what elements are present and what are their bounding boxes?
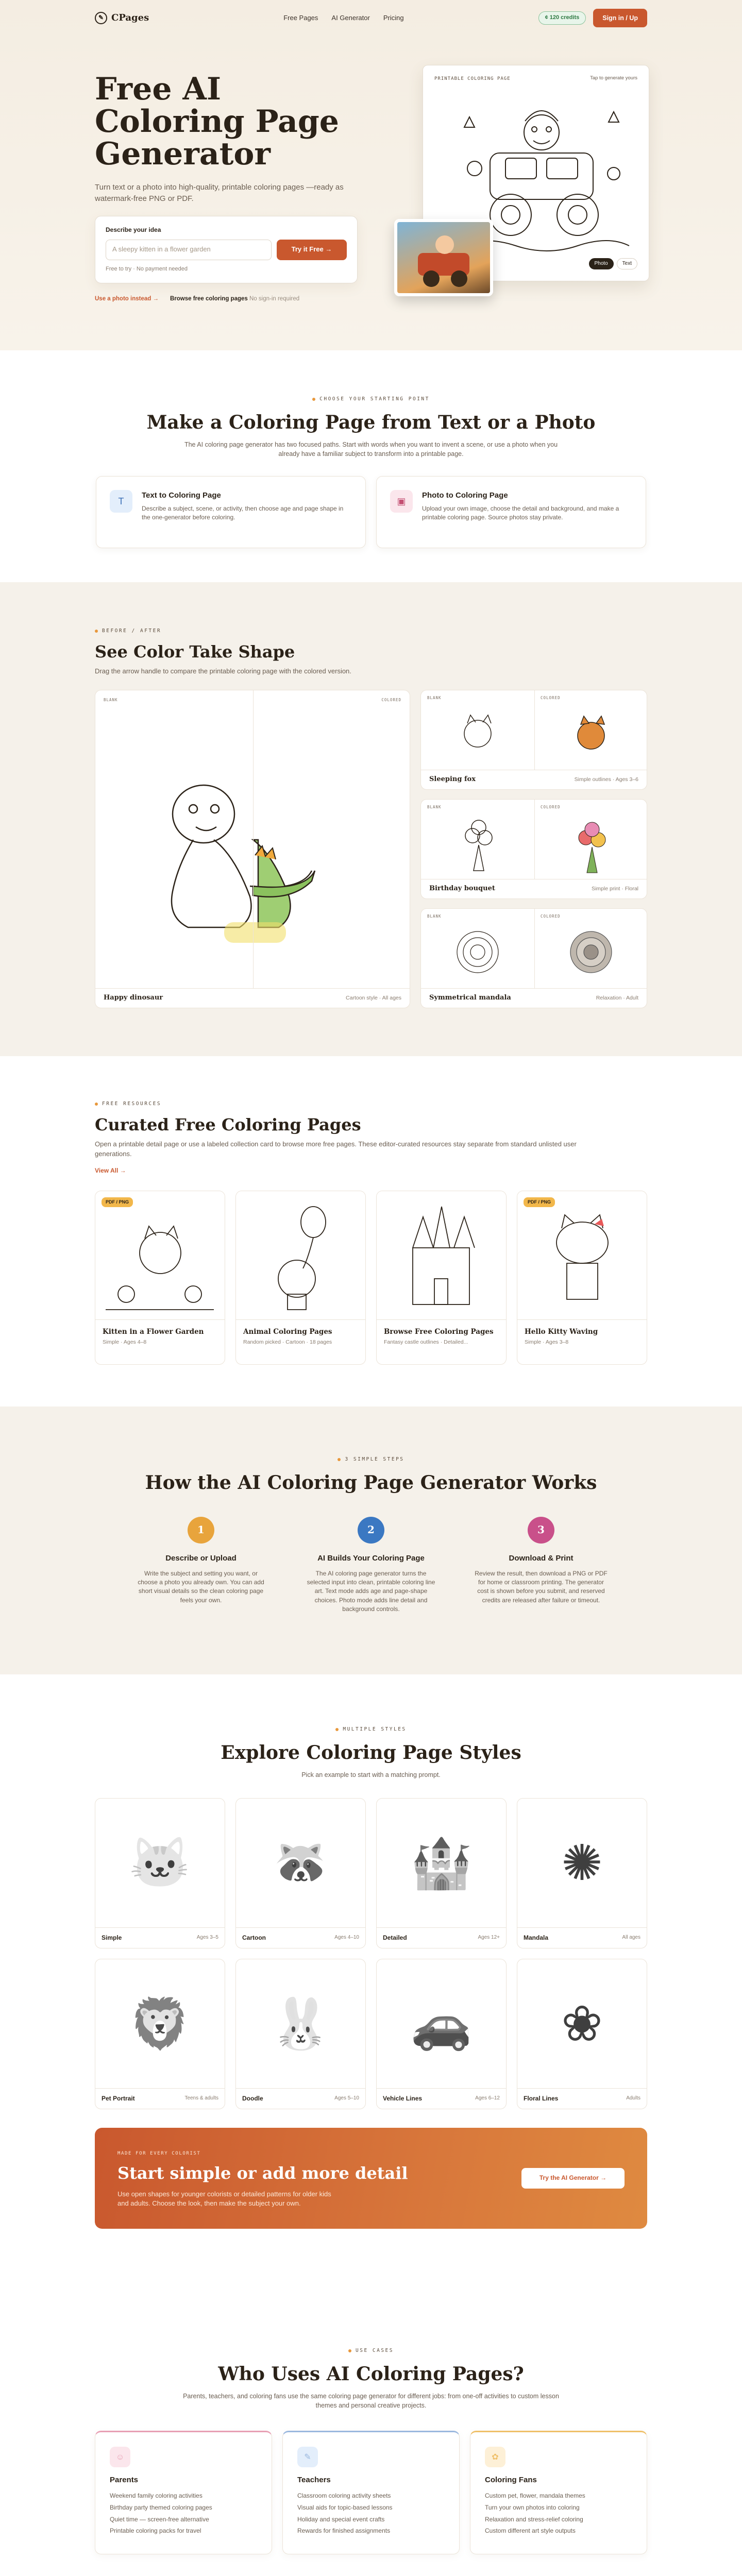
blank-tag: BLANK [104,698,118,702]
make-title: Make a Coloring Page from Text or a Photo [146,411,596,433]
style-title: Simple [102,1934,122,1941]
ba-title: See Color Take Shape [95,641,295,662]
use-case-item: Quiet time — screen-free alternative [110,2515,209,2523]
step-desc: Write the subject and setting you want, or choose a photo you already own. You can add short visual details so the clean coloring page feels your own. [138,1569,264,1604]
main-card-title: Happy dinosaur [104,994,163,1002]
nav-actions [538,9,647,27]
use-case-icon: ✿ [485,2447,505,2467]
use-case-icon: ☺ [110,2447,130,2467]
promo-tag: MADE FOR EVERY COLORIST [117,2151,201,2157]
step-title: AI Builds Your Coloring Page [317,1553,425,1563]
hero-subtitle: Turn text or a photo into high-quality, printable coloring pages —ready as watermark-free PNG or PDF. [95,183,344,203]
card-title: Symmetrical mandala [429,994,511,1002]
use-cases-section [0,2298,742,2576]
card-title: Kitten in a Flower Garden [103,1328,204,1336]
style-glyph-icon: 🦝 [269,1836,332,1891]
source-photo-thumbnail [394,219,493,296]
style-title: Floral Lines [524,2094,559,2102]
step-desc: The AI coloring page generator turns the selected input into clean, printable coloring line art. Text mode adds age and page-shape choices. Photo mode adds line detail and background controls. [307,1569,435,1613]
use-case-card [282,2431,460,2554]
card-meta: Relaxation · Adult [596,994,638,1001]
style-meta: Teens & adults [184,2095,218,2102]
kitten-illustration [95,1191,225,1320]
format-badge: PDF / PNG [524,1197,555,1207]
use-case-item: Weekend family coloring activities [110,2492,203,2499]
style-card[interactable] [235,1959,366,2109]
card-title: Hello Kitty Waving [525,1328,598,1336]
style-meta: Ages 3–5 [196,1935,218,1941]
free-subtitle: Open a printable detail page or use a labeled collection card to browse more free pages. These editor-curated resources stay separate from standard unlisted user generations. [95,1140,577,1158]
promo-banner [95,2128,647,2229]
use-case-item: Custom pet, flower, mandala themes [485,2492,585,2499]
style-illustration [517,1959,647,2089]
format-badge: PDF / PNG [102,1197,133,1207]
steps-eyebrow: 3 SIMPLE STEPS [95,1456,647,1463]
card-meta: Simple · Ages 4–8 [103,1338,147,1345]
card-title: Animal Coloring Pages [243,1328,332,1336]
make-section [0,350,742,582]
nav-link-free-pages[interactable]: Free Pages [283,13,318,22]
compare-slider-mandala[interactable] [420,908,647,1008]
style-illustration [95,1799,225,1928]
style-illustration [236,1959,365,2089]
step-3 [474,1517,608,1614]
make-card-desc: Upload your own image, choose the detail and background, and make a printable coloring page. Source photos stay private. [422,504,619,521]
free-card-browse[interactable] [376,1191,507,1365]
make-eyebrow: CHOOSE YOUR STARTING POINT [95,396,647,403]
card-title: Sleeping fox [429,775,476,784]
step-title: Describe or Upload [165,1553,237,1563]
free-card-hello-kitty[interactable] [517,1191,647,1365]
step-title: Download & Print [509,1553,574,1563]
colored-tag: COLORED [541,914,561,919]
promo-desc: Use open shapes for younger colorists or detailed patterns for older kids and adults. Choose the look, then make the subject your own. [117,2190,331,2208]
style-illustration [95,1959,225,2089]
use-case-item: Relaxation and stress-relief coloring [485,2515,583,2523]
who-subtitle: Parents, teachers, and coloring fans use the same coloring page generator for different jobs: from one-off activities to custom lesson themes and personal creative projects. [183,2392,559,2410]
style-title: Detailed [383,1934,407,1941]
style-glyph-icon: 🐰 [269,1996,332,2052]
use-case-card [95,2431,272,2554]
text-to-coloring-card[interactable] [96,476,366,548]
prompt-label: Describe your idea [106,226,161,233]
styles-section [0,1674,742,2298]
card-title: Birthday bouquet [429,885,495,893]
hero-title: Free AI Coloring Page Generator [95,71,339,172]
style-meta: Adults [626,2095,640,2102]
hero-section [0,0,742,350]
view-all-link[interactable]: View All → [95,1166,126,1174]
browse-free-note: No sign-in required [249,295,300,302]
use-case-item: Custom different art style outputs [485,2527,576,2535]
hero-links [95,295,363,303]
style-illustration [377,1959,506,2089]
style-meta: Ages 12+ [478,1935,500,1941]
style-meta: All ages [622,1935,640,1941]
use-case-item: Classroom coloring activity sheets [297,2492,391,2499]
make-card-title: Photo to Coloring Page [422,491,508,500]
style-illustration [236,1799,365,1928]
main-card-meta: Cartoon style · All ages [346,994,401,1001]
free-eyebrow: FREE RESOURCES [95,1100,647,1108]
free-resources-section [0,1056,742,1406]
colored-tag: COLORED [541,805,561,809]
use-case-title: Teachers [297,2476,331,2485]
make-subtitle: The AI coloring page generator has two focused paths. Start with words when you want to invent a scene, or use a photo when you already have a familiar subject to transform into a printable page. [184,440,558,458]
style-illustration [517,1799,647,1928]
make-card-desc: Describe a subject, scene, or activity, then choose age and page shape in the one-generator before coloring. [142,504,344,521]
steps-title: How the AI Coloring Page Generator Works [145,1471,597,1494]
style-glyph-icon: 🦁 [129,1996,191,2052]
style-glyph-icon: ❀ [561,1996,603,2052]
style-grid [95,1798,647,2109]
style-glyph-icon: 🚗 [410,1996,473,2052]
style-title: Pet Portrait [102,2094,135,2102]
try-free-button[interactable]: Try it Free → [277,240,347,260]
mode-photo-button[interactable]: Photo [589,258,614,270]
style-title: Vehicle Lines [383,2094,423,2102]
top-nav [95,0,647,33]
brand-logo[interactable] [95,11,149,25]
how-it-works-section [0,1406,742,1674]
style-card[interactable] [95,1798,225,1948]
prompt-input[interactable]: A sleepy kitten in a flower garden [106,240,272,260]
free-title: Curated Free Coloring Pages [95,1114,361,1134]
hero-preview-card [423,65,649,281]
use-photo-link[interactable]: Use a photo instead → [95,295,159,302]
style-card[interactable] [376,1798,507,1948]
style-meta: Ages 6–12 [475,2095,500,2102]
nav-link-pricing[interactable]: Pricing [383,13,404,22]
style-card[interactable] [95,1959,225,2109]
signin-button[interactable]: Sign in / Up [593,9,647,27]
preview-tag: Tap to generate yours [590,75,637,81]
credits-badge[interactable]: ¢ 120 credits [538,11,586,25]
use-case-card [470,2431,647,2554]
style-card[interactable] [235,1798,366,1948]
prompt-card [95,216,358,283]
step-number: 3 [528,1517,554,1544]
use-case-item: Holiday and special event crafts [297,2515,385,2523]
style-card[interactable] [517,1959,647,2109]
step-1 [134,1517,268,1614]
step-2 [304,1517,438,1614]
step-number: 1 [188,1517,214,1544]
blank-tag: BLANK [427,805,442,809]
style-title: Doodle [242,2094,263,2102]
prompt-note: Free to try · No payment needed [106,265,188,272]
ba-eyebrow: BEFORE / AFTER [95,628,647,635]
nav-link-ai-generator[interactable]: AI Generator [331,13,370,22]
preview-mode-toggle [589,258,637,270]
make-card-title: Text to Coloring Page [142,491,221,500]
free-card-kitten[interactable] [95,1191,225,1365]
brand-icon: ✎ [95,12,107,24]
ba-subtitle: Drag the arrow handle to compare the printable coloring page with the colored version. [95,667,351,675]
hero-content [95,73,363,303]
card-title: Browse Free Coloring Pages [384,1328,494,1336]
card-meta: Fantasy castle outlines · Detailed... [384,1338,468,1345]
style-title: Mandala [524,1934,549,1941]
promo-title: Start simple or add more detail [117,2163,408,2183]
card-meta: Simple outlines · Ages 3–6 [574,776,638,783]
photo-to-coloring-card[interactable] [376,476,646,548]
styles-title: Explore Coloring Page Styles [221,1741,521,1764]
blank-tag: BLANK [427,914,442,919]
styles-subtitle: Pick an example to start with a matching prompt. [301,1771,441,1778]
style-illustration [377,1799,506,1928]
style-meta: Ages 4–10 [334,1935,359,1941]
promo-generator-button[interactable]: Try the AI Generator → [521,2168,625,2189]
use-case-item: Birthday party themed coloring pages [110,2503,212,2511]
style-meta: Ages 5–10 [334,2095,359,2102]
who-grid [95,2431,647,2554]
preview-label: PRINTABLE COLORING PAGE [434,76,511,81]
hello-kitty-illustration [517,1191,647,1320]
colored-tag: COLORED [541,696,561,700]
style-title: Cartoon [242,1934,266,1941]
styles-eyebrow: MULTIPLE STYLES [95,1726,647,1733]
browse-free-link[interactable]: Browse free coloring pages [170,295,248,302]
step-desc: Review the result, then download a PNG or PDF for home or classroom printing. The generator cost is shown before you submit, and reserved credits are released after failure or timeout. [475,1569,608,1604]
compare-slider-main[interactable] [95,690,410,1008]
use-case-item: Visual aids for topic-based lessons [297,2503,393,2511]
use-case-icon: ✎ [297,2447,318,2467]
style-glyph-icon: ✺ [561,1836,603,1891]
step-number: 2 [358,1517,384,1544]
before-after-section [0,582,742,1056]
mode-text-button[interactable]: Text [617,258,637,270]
raccoon-balloon-illustration [236,1191,366,1320]
use-case-title: Parents [110,2476,139,2485]
free-card-animal[interactable] [235,1191,366,1365]
brand-name: CPages [111,12,149,23]
use-case-item: Rewards for finished assignments [297,2527,391,2535]
use-case-item: Turn your own photos into coloring [485,2503,580,2511]
card-meta: Simple · Ages 3–8 [525,1338,569,1345]
compare-slider-fox[interactable] [420,690,647,790]
nav-links [283,13,403,23]
style-glyph-icon: 🐱 [129,1836,191,1891]
who-title: Who Uses AI Coloring Pages? [218,2363,524,2385]
blank-tag: BLANK [427,696,442,700]
who-eyebrow: USE CASES [95,2347,647,2354]
card-meta: Simple print · Floral [591,885,638,892]
use-case-title: Coloring Fans [485,2476,537,2485]
castle-illustration [377,1191,507,1320]
card-meta: Random picked · Cartoon · 18 pages [243,1338,332,1345]
colored-tag: COLORED [381,698,401,702]
style-card[interactable] [517,1798,647,1948]
photo-icon: ▣ [390,490,413,513]
text-icon: T [110,490,132,513]
compare-slider-bouquet[interactable] [420,799,647,899]
style-glyph-icon: 🏰 [410,1836,473,1891]
style-card[interactable] [376,1959,507,2109]
use-case-item: Printable coloring packs for travel [110,2527,201,2535]
